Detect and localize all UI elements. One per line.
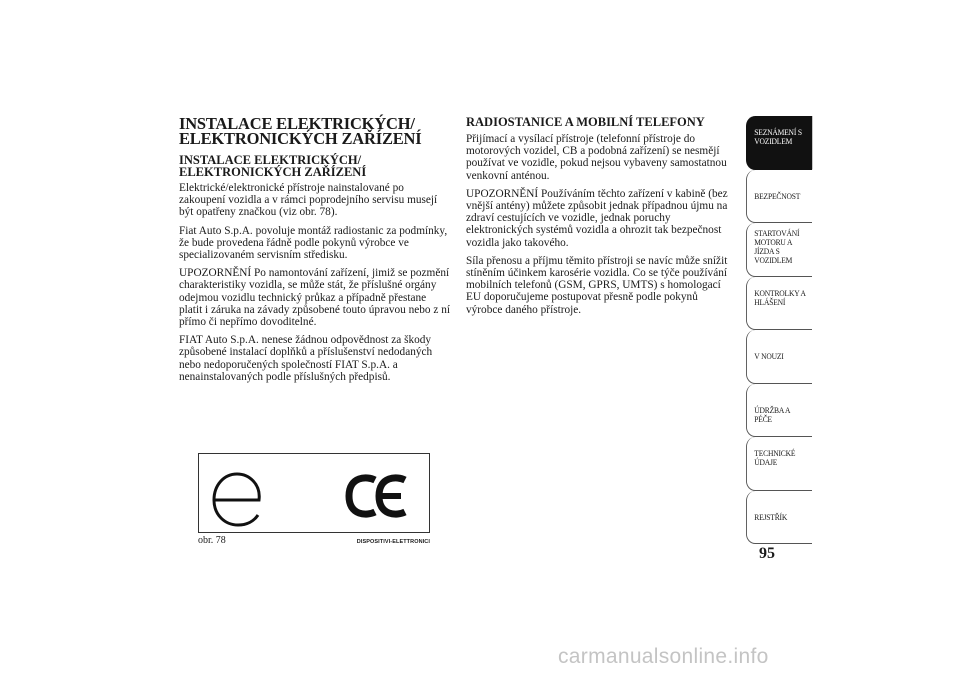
figure-label: obr. 78 — [198, 535, 226, 546]
left-column — [179, 116, 451, 389]
e-mark-icon — [214, 474, 259, 525]
figure-graphic — [199, 454, 429, 532]
ce-mark-icon — [349, 478, 405, 514]
tab-seznameni-s-vozidlem[interactable]: SEZNÁMENÍ S VOZIDLEM — [746, 116, 812, 170]
paragraph: FIAT Auto S.p.A. nenese žádnou odpovědnost za škody způsobené instalací doplňků a příslušenství nedodaných nebo nedoporučených společností FIAT S.p.A. a nenainstalovaných podle příslušných předpisů. — [179, 334, 433, 383]
figure-caption — [198, 536, 430, 546]
tab-startovani-motoru[interactable]: STARTOVÁNÍ MOTORU A JÍZDA S VOZIDLEM — [746, 223, 812, 277]
chapter-tabs — [746, 116, 818, 544]
paragraph: Přijímací a vysílací přístroje (telefonní přístroje do motorových vozidel, CB a podobná zařízení) se nesmějí používat ve vozidle, pokud nejsou vybaveny samostatnou venkovní anténou. — [466, 133, 727, 182]
tab-v-nouzi[interactable]: V NOUZI — [746, 330, 812, 384]
tab-kontrolky-a-hlaseni[interactable]: KONTROLKY A HLÁŠENÍ — [746, 277, 812, 331]
right-column — [466, 116, 736, 322]
section-heading: RADIOSTANICE A MOBILNÍ TELEFONY — [466, 115, 705, 129]
paragraph: Síla přenosu a příjmu těmito přístroji se navíc může snížit stíněním účinkem karosérie vozidla. Co se týče používání mobilních telefonů (GSM, GPRS, UMTS) s homologací EU doporučujeme postupovat přesně podle pokynů výrobce daného přístroje. — [466, 254, 728, 316]
page-number: 95 — [759, 545, 775, 562]
section-heading: INSTALACE ELEKTRICKÝCH/ ELEKTRONICKÝCH ZAŘÍZENÍ — [179, 114, 422, 148]
section-subheading: INSTALACE ELEKTRICKÝCH/ ELEKTRONICKÝCH ZAŘÍZENÍ — [179, 153, 367, 179]
paragraph: Elektrické/elektronické přístroje nainstalované po zakoupení vozidla a v rámci poprodejního servisu musejí být opatřeny značkou (viz obr. 78). — [179, 182, 438, 219]
tab-rejstrik[interactable]: REJSTŘÍK — [746, 491, 812, 545]
figure-78 — [198, 453, 430, 533]
figure-code: DISPOSITIVI-ELETTRONICI — [356, 539, 430, 545]
warning-paragraph: UPOZORNĚNÍ Po namontování zařízení, jimiž se pozmění charakteristiky vozidla, se může stát, že příslušné orgány odejmou vozidlu technický průkaz a případně přestane platit i záruka na závady způsobené touto úpravou nebo z ní přímo či nepřímo dovoditelné. — [179, 267, 451, 329]
tab-udrzba-a-pece[interactable]: ÚDRŽBA A PÉČE — [746, 384, 812, 438]
watermark: carmanualsonline.info — [558, 645, 769, 668]
tab-technicke-udaje[interactable]: TECHNICKÉ ÚDAJE — [746, 437, 812, 491]
paragraph: Fiat Auto S.p.A. povoluje montáž radiostanic za podmínky, že bude provedena řádně podle pokynů výrobce ve specializovaném servisním středisku. — [179, 224, 448, 262]
tab-bezpecnost[interactable]: BEZPEČNOST — [746, 170, 812, 224]
warning-paragraph: UPOZORNĚNÍ Používáním těchto zařízení v kabině (bez vnější antény) můžete způsobit jednak případnou újmu na zdraví cestujících ve vozidle, jednak poruchy elektronických systémů vozidla a ohrozit tak bezpečnost vozidla jako takového. — [466, 187, 728, 249]
